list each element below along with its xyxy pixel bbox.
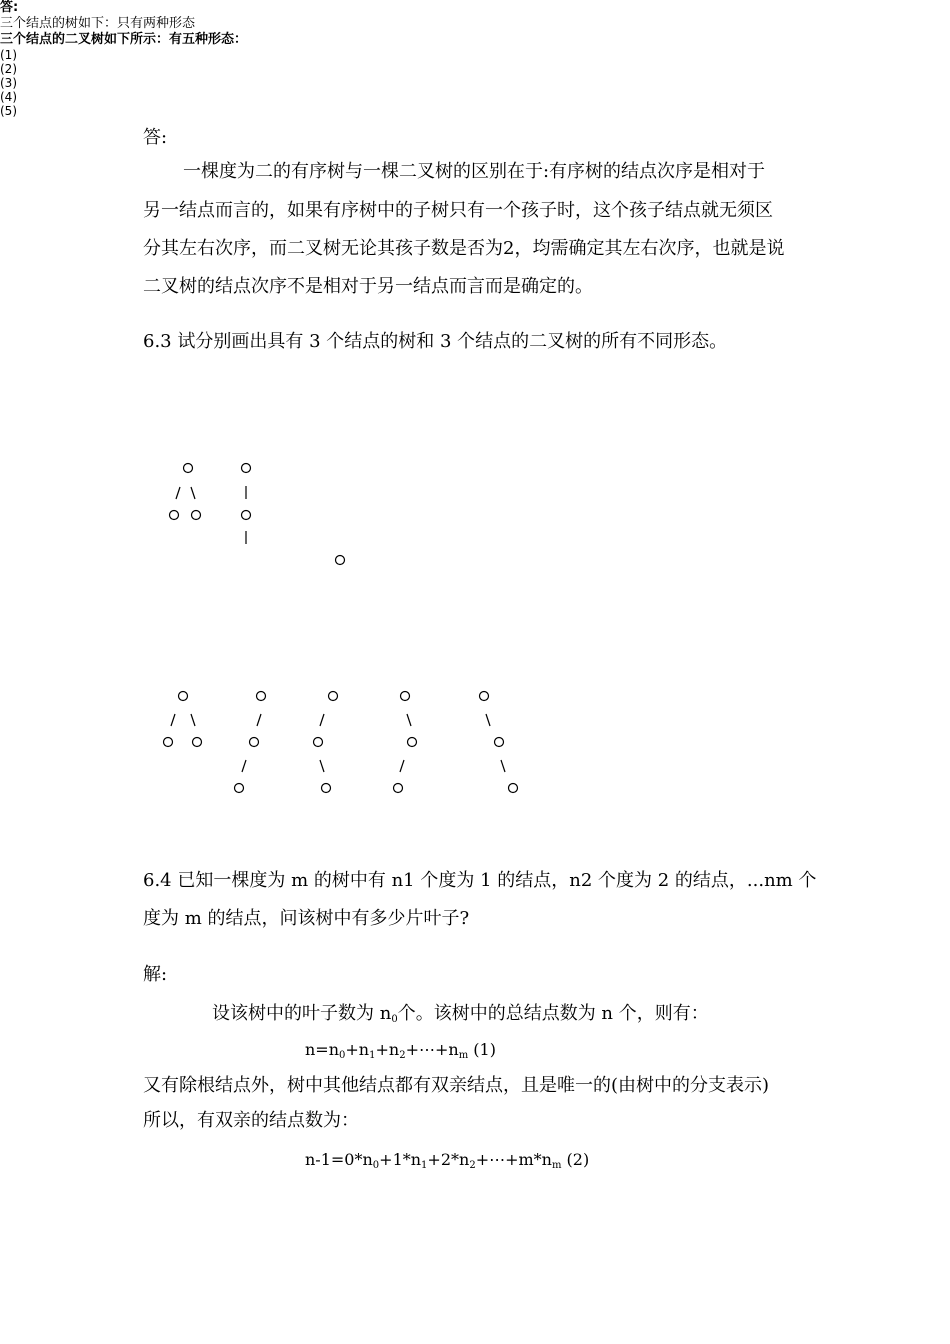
binary-tree-label: (2) bbox=[0, 62, 17, 76]
paragraph-line: 又有除根结点外，树中其他结点都有双亲结点，且是唯一的(由树中的分支表示) bbox=[143, 1075, 770, 1096]
tree-node bbox=[170, 511, 179, 520]
tree-edge bbox=[176, 487, 180, 499]
tree-edge bbox=[191, 487, 195, 499]
bt-node bbox=[193, 738, 202, 747]
paragraph-line: 分其左右次序，而二叉树无论其孩子数是否为2，均需确定其左右次序，也就是说 bbox=[143, 238, 785, 259]
equation-1: $n=n_0+n_1+n_2+\cdots+n_m$ (1) bbox=[305, 1040, 496, 1061]
paragraph-line: 所以，有双亲的结点数为： bbox=[143, 1110, 359, 1131]
question-6-4-line2: 度为 m 的结点，问该树中有多少片叶子? bbox=[143, 908, 470, 929]
question-6-4-line1: 6.4 已知一棵度为 m 的树中有 n1 个度为 1 的结点，n2 个度为 2 的结点，...nm 个 bbox=[143, 870, 817, 891]
bt-node bbox=[179, 692, 188, 701]
bt-node bbox=[322, 784, 331, 793]
bt-node bbox=[480, 692, 489, 701]
bt-edge bbox=[501, 760, 505, 772]
bt-edge bbox=[320, 714, 324, 726]
bt-node bbox=[164, 738, 173, 747]
binary-tree-label: (3) bbox=[0, 76, 17, 90]
bt-edge bbox=[242, 760, 246, 772]
figure-answer-label: 答: bbox=[0, 0, 19, 15]
tree-node bbox=[242, 511, 251, 520]
tree-node bbox=[184, 464, 193, 473]
solution-line1: 设该树中的叶子数为 $n_0$个。该树中的总结点数为 n 个，则有： bbox=[212, 1003, 709, 1025]
solution-label: 解: bbox=[143, 964, 168, 985]
binary-tree-label: (1) bbox=[0, 48, 17, 62]
tree-node bbox=[336, 556, 345, 565]
tree-node bbox=[192, 511, 201, 520]
answer-label: 答: bbox=[143, 127, 168, 148]
bt-node bbox=[257, 692, 266, 701]
binary-tree-label: (4) bbox=[0, 90, 17, 104]
binary-tree-label: (5) bbox=[0, 104, 17, 118]
equation-2: $n-1=0*n_0+1*n_1+2*n_2+\cdots+m*n_m$ (2) bbox=[305, 1150, 590, 1171]
trees-caption: 三个结点的树如下：只有两种形态 bbox=[0, 16, 196, 31]
bt-node bbox=[235, 784, 244, 793]
bt-edge bbox=[486, 714, 490, 726]
bt-node bbox=[509, 784, 518, 793]
bt-node bbox=[495, 738, 504, 747]
bt-edge bbox=[171, 714, 175, 726]
paragraph-line: 一棵度为二的有序树与一棵二叉树的区别在于:有序树的结点次序是相对于 bbox=[183, 161, 766, 182]
bt-node bbox=[408, 738, 417, 747]
tree-node bbox=[242, 464, 251, 473]
bt-node bbox=[401, 692, 410, 701]
bt-edge bbox=[257, 714, 261, 726]
bt-edge bbox=[407, 714, 411, 726]
bt-node bbox=[314, 738, 323, 747]
bt-edge bbox=[400, 760, 404, 772]
paragraph-line: 另一结点而言的，如果有序树中的子树只有一个孩子时，这个孩子结点就无须区 bbox=[143, 200, 773, 221]
question-6-3: 6.3 试分别画出具有 3 个结点的树和 3 个结点的二叉树的所有不同形态。 bbox=[143, 331, 728, 352]
bt-edge bbox=[320, 760, 324, 772]
binary-trees-caption: 三个结点的二叉树如下所示：有五种形态： bbox=[0, 32, 248, 47]
bt-node bbox=[250, 738, 259, 747]
paragraph-line: 二叉树的结点次序不是相对于另一结点而言而是确定的。 bbox=[143, 276, 593, 297]
bt-node bbox=[394, 784, 403, 793]
bt-node bbox=[329, 692, 338, 701]
bt-edge bbox=[191, 714, 195, 726]
